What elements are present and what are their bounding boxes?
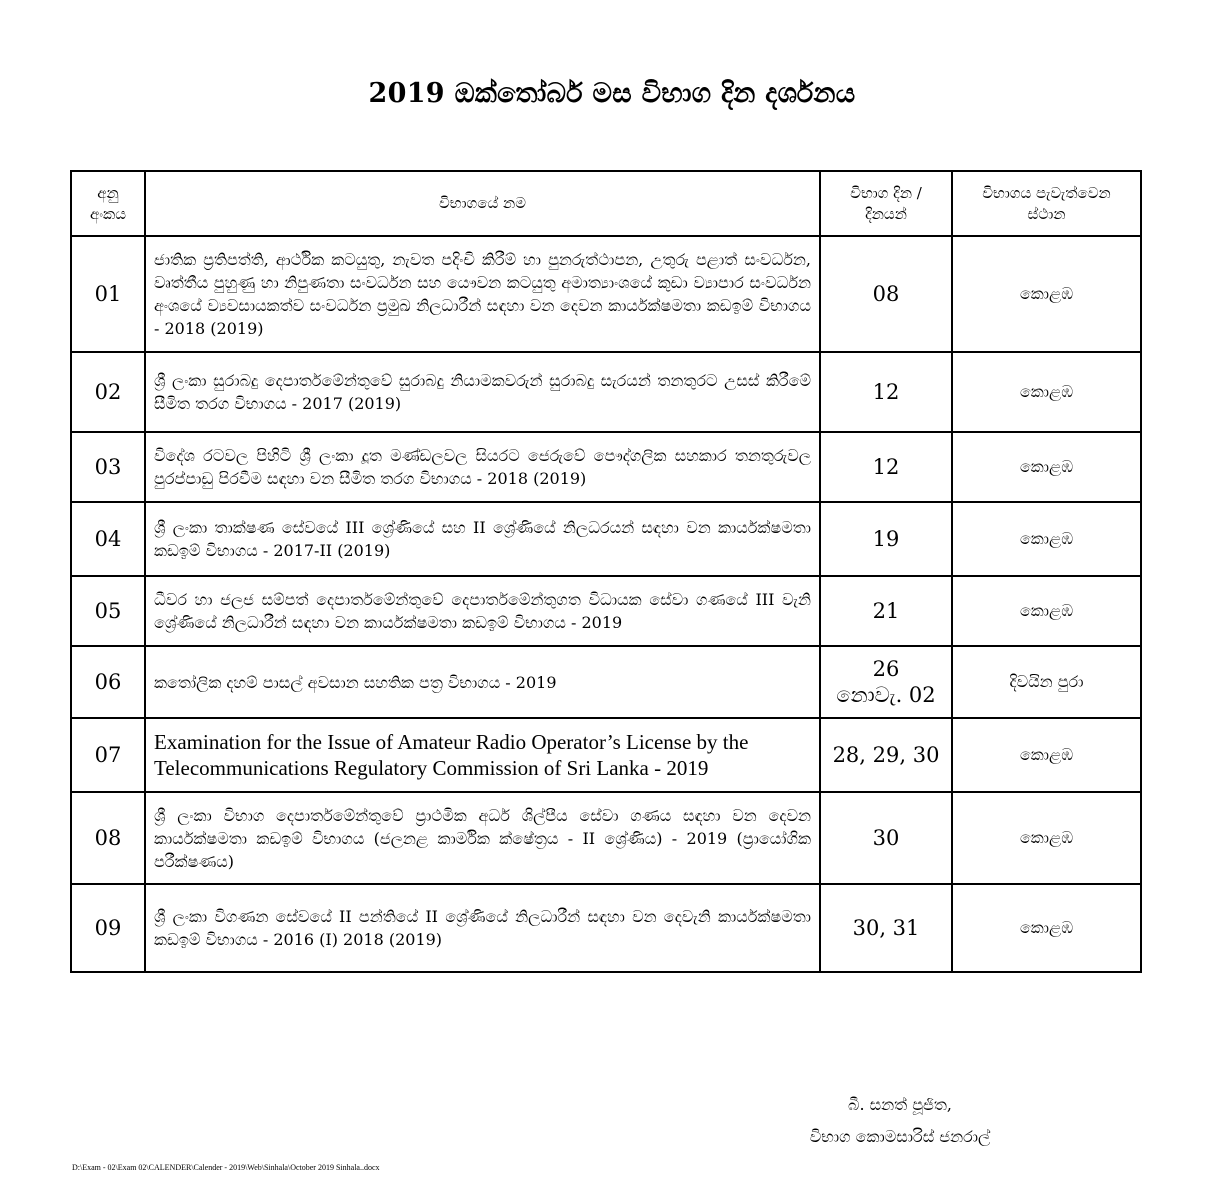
row-exam-venue: කොළඹ (952, 884, 1141, 972)
row-exam-name: ධීවර හා ජලජ සම්පත් දෙපාර්තමේන්තුවේ දෙපාර්තමේන්තුගත විධායක සේවා ගණයේ III වැනි ශ්‍රේණියේ නිලධාරීන් සඳහා වන කාර්යක්ෂමතා කඩඉම් විභාගය - 2019 (145, 576, 820, 646)
row-exam-venue: කොළඹ (952, 352, 1141, 432)
signatory-title: විභාග කොමසාරිස් ජනරාල් (809, 1127, 991, 1146)
row-exam-name: විදේශ රටවල පිහිටි ශ්‍රී ලංකා දූත මණ්ඩලවල සියරට ජෙරුවේ පෞද්ගලික සහකාර තනතුරුවල පුරප්පාඩු පිරවීම සඳහා වන සීමිත තරග විභාගය - 2018 (2019) (145, 432, 820, 502)
table-row (71, 576, 1141, 646)
date-value: 26 (872, 657, 900, 681)
file-path-footer: D:\Exam - 02\Exam 02\CALENDER\Calender - 2019\Web\Sinhala\October 2019 Sinhala..docx (72, 1163, 380, 1172)
table-row (71, 352, 1141, 432)
row-exam-dates (820, 502, 952, 576)
row-exam-dates (820, 432, 952, 502)
row-exam-venue: කොළඹ (952, 576, 1141, 646)
row-serial-number: 05 (71, 576, 145, 646)
table-header-row (71, 171, 1141, 236)
row-exam-name: ශ්‍රී ලංකා විගණන සේවයේ II පන්තියේ II ශ්‍රේණියේ නිලධාරීන් සඳහා වන දෙවැනි කාර්යක්ෂමතා කඩඉම් විභාගය - 2016 (I) 2018 (2019) (145, 884, 820, 972)
row-exam-name: ශ්‍රී ලංකා සුරාබදු දෙපාර්තමේන්තුවේ සුරාබදු නියාමකවරුන් සුරාබදු සැරයන් තනතුරට උසස් කිරීමේ සීමිත තරග විභාගය - 2017 (2019) (145, 352, 820, 432)
row-exam-venue: කොළඹ (952, 792, 1141, 884)
date-value: 30 (872, 826, 900, 850)
date-value: 12 (872, 380, 900, 404)
page-title: 2019 ඔක්තෝබර් මස විභාග දින දර්ශනය (368, 78, 856, 109)
date-value: 28, 29, 30 (832, 743, 940, 767)
row-exam-venue: කොළඹ (952, 718, 1141, 792)
row-exam-name: ශ්‍රී ලංකා තාක්ෂණ සේවයේ III ශ්‍රේණියේ සහ II ශ්‍රේණියේ නිලධරයන් සඳහා වන කාර්යක්ෂමතා කඩඉම් විභාගය - 2017-II (2019) (145, 502, 820, 576)
signature-block (720, 1095, 1080, 1147)
row-exam-dates (820, 646, 952, 718)
table-row (71, 646, 1141, 718)
table-row (71, 502, 1141, 576)
date-value: 19 (872, 527, 900, 551)
row-exam-dates (820, 792, 952, 884)
row-serial-number: 03 (71, 432, 145, 502)
row-serial-number: 06 (71, 646, 145, 718)
date-value: 21 (872, 599, 900, 623)
row-serial-number: 04 (71, 502, 145, 576)
row-exam-dates (820, 576, 952, 646)
row-serial-number: 09 (71, 884, 145, 972)
date-value: නොවැ. 02 (836, 683, 936, 707)
row-exam-venue: කොළඹ (952, 432, 1141, 502)
row-exam-name: ශ්‍රී ලංකා විභාග දෙපාර්තමේන්තුවේ ප්‍රාථමික අර්ධ ශිල්පීය සේවා ගණය සඳහා වන දෙවන කාර්යක්ෂමතා කඩඉම් විභාගය (ජලනළ කාර්මික ක්ෂේත්‍රය - II ශ්‍රේණිය) - 2019 (ප්‍රායෝගික පරීක්ෂණය) (145, 792, 820, 884)
row-exam-dates (820, 352, 952, 432)
header-exam-venue: විභාගය පැවැත්වෙන ස්ථාන (952, 171, 1141, 236)
row-exam-name: Examination for the Issue of Amateur Radio Operator’s License by the Telecommunications Regulatory Commission of Sri Lanka - 2019 (145, 718, 820, 792)
row-exam-dates (820, 236, 952, 352)
table-row (71, 236, 1141, 352)
date-value: 12 (872, 455, 900, 479)
row-serial-number: 02 (71, 352, 145, 432)
row-exam-venue: කොළඹ (952, 236, 1141, 352)
table-row (71, 792, 1141, 884)
date-value: 08 (872, 282, 900, 306)
table-row (71, 432, 1141, 502)
row-exam-name: කතෝලික දහම් පාසල් අවසාන සහතික පත්‍ර විභාගය - 2019 (145, 646, 820, 718)
header-serial-number: අනු අංකය (71, 171, 145, 236)
table-row (71, 718, 1141, 792)
row-serial-number: 08 (71, 792, 145, 884)
row-exam-venue: කොළඹ (952, 502, 1141, 576)
signatory-name: බී. සනත් පූජිත, (848, 1095, 952, 1114)
exam-schedule-table (70, 170, 1142, 973)
table-row (71, 884, 1141, 972)
header-exam-dates: විභාග දින / දිනයන් (820, 171, 952, 236)
row-exam-dates (820, 884, 952, 972)
date-value: 30, 31 (852, 916, 920, 940)
header-exam-name: විභාගයේ නම (145, 171, 820, 236)
row-exam-dates (820, 718, 952, 792)
row-exam-venue: දිවයින පුරා (952, 646, 1141, 718)
row-serial-number: 07 (71, 718, 145, 792)
row-exam-name: ජාතික ප්‍රතිපත්ති, ආර්ථික කටයුතු, නැවත පදිංචි කිරීම් හා පුනරුත්ථාපන, උතුරු පළාත් සංවර්ධන, වෘත්තීය පුහුණු හා නිපුණතා සංවර්ධන සහ යෞවන කටයුතු අමාත්‍යාංශයේ කුඩා ව්‍යාපාර සංවර්ධන අංශයේ ව්‍යවසායකත්ව සංවර්ධන ප්‍රමුඛ නිලධාරීන් සඳහා වන දෙවන කාර්යක්ෂමතා කඩඉම් විභාගය - 2018 (2019) (145, 236, 820, 352)
row-serial-number: 01 (71, 236, 145, 352)
